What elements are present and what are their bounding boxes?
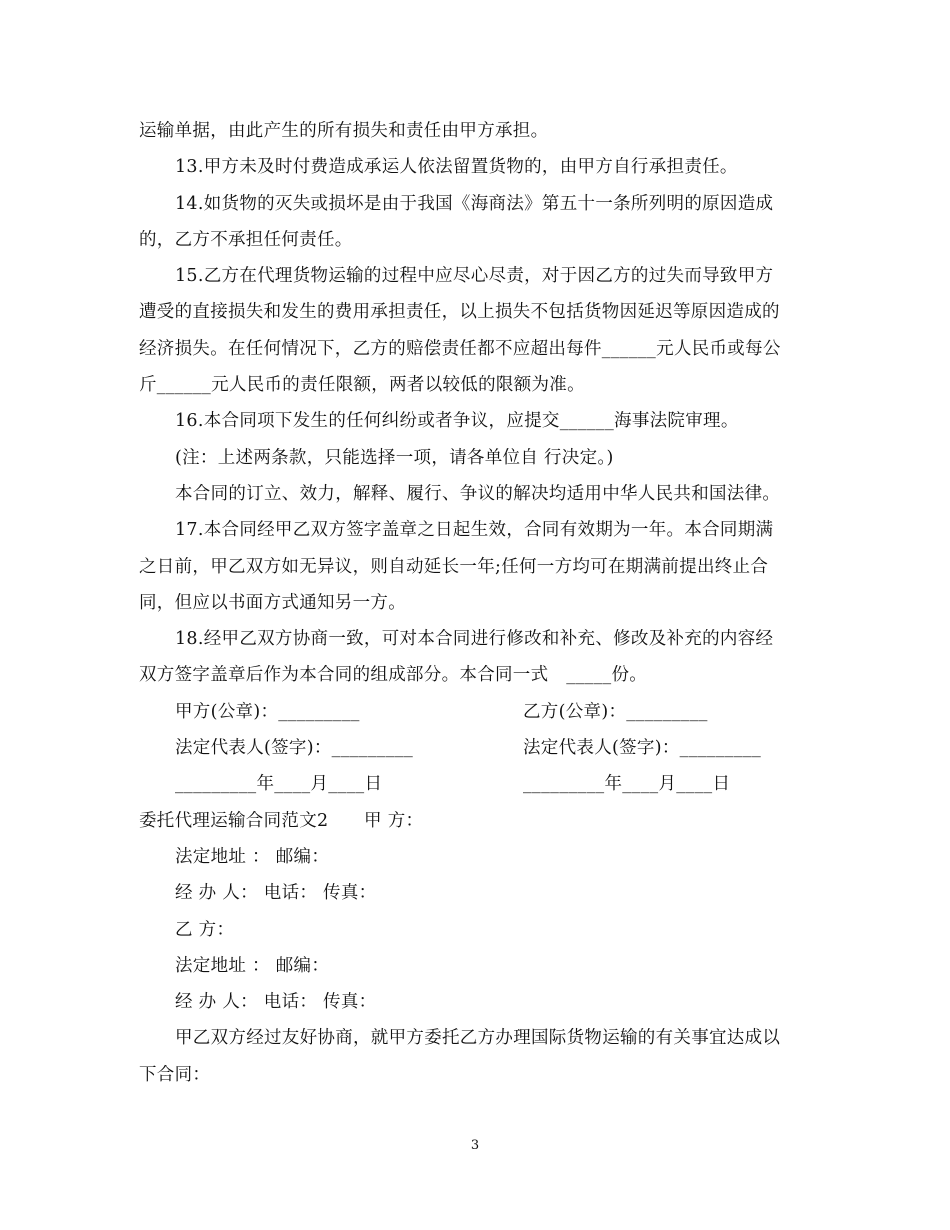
intro-line: 甲乙双方经过友好协商，就甲方委托乙方办理国际货物运输的有关事宜达成以 bbox=[175, 1028, 781, 1048]
note-line: (注：上述两条款，只能选择一项，请各单位自 行决定。) bbox=[175, 448, 614, 468]
intro-line-cont: 下合同： bbox=[139, 1065, 211, 1085]
text-line: 经济损失。在任何情况下，乙方的赔偿责任都不应超出每件______元人民币或每公 bbox=[139, 339, 781, 359]
party-a-address: 法定地址 ： 邮编： bbox=[175, 847, 330, 867]
page-number: 3 bbox=[470, 1138, 480, 1153]
clause-16: 16.本合同项下发生的任何纠纷或者争议，应提交______海事法院审理。 bbox=[175, 411, 739, 431]
text-line: 运输单据，由此产生的所有损失和责任由甲方承担。 bbox=[139, 121, 549, 141]
text-line: 同，但应以书面方式通知另一方。 bbox=[139, 593, 406, 613]
party-a-date: _________年____月____日 bbox=[175, 774, 383, 794]
clause-13: 13.甲方未及时付费造成承运人依法留置货物的，由甲方自行承担责任。 bbox=[175, 157, 738, 177]
text-line: 的，乙方不承担任何责任。 bbox=[139, 230, 353, 250]
party-b-address: 法定地址 ： 邮编： bbox=[175, 956, 330, 976]
text-line: 斤______元人民币的责任限额，两者以较低的限额为准。 bbox=[139, 375, 585, 395]
party-b-seal: 乙方(公章)：_________ bbox=[523, 702, 708, 722]
text-line: 双方签字盖章后作为本合同的组成部分。本合同一式 _____份。 bbox=[139, 665, 648, 685]
clause-14: 14.如货物的灭失或损坏是由于我国《海商法》第五十一条所列明的原因造成 bbox=[175, 194, 774, 214]
section-heading: 委托代理运输合同范文2 甲 方： bbox=[139, 811, 424, 831]
party-a-representative: 法定代表人(签字)：_________ bbox=[175, 738, 414, 758]
party-b-date: _________年____月____日 bbox=[523, 774, 731, 794]
text-line: 之日前，甲乙双方如无异议，则自动延长一年;任何一方均可在期满前提出终止合 bbox=[139, 557, 769, 577]
party-a-contact: 经 办 人： 电话： 传真： bbox=[175, 883, 377, 903]
party-b-representative: 法定代表人(签字)：_________ bbox=[523, 738, 762, 758]
party-b-contact: 经 办 人： 电话： 传真： bbox=[175, 992, 377, 1012]
text-line: 遭受的直接损失和发生的费用承担责任，以上损失不包括货物因延迟等原因造成的 bbox=[139, 302, 780, 322]
clause-17: 17.本合同经甲乙双方签字盖章之日起生效，合同有效期为一年。本合同期满 bbox=[175, 520, 774, 540]
clause-18: 18.经甲乙双方协商一致，可对本合同进行修改和补充、修改及补充的内容经 bbox=[175, 629, 774, 649]
governing-law-line: 本合同的订立、效力，解释、履行、争议的解决均适用中华人民共和国法律。 bbox=[175, 484, 781, 504]
clause-15: 15.乙方在代理货物运输的过程中应尽心尽责，对于因乙方的过失而导致甲方 bbox=[175, 266, 774, 286]
party-b-label: 乙 方： bbox=[175, 920, 235, 940]
party-a-seal: 甲方(公章)：_________ bbox=[175, 702, 360, 722]
